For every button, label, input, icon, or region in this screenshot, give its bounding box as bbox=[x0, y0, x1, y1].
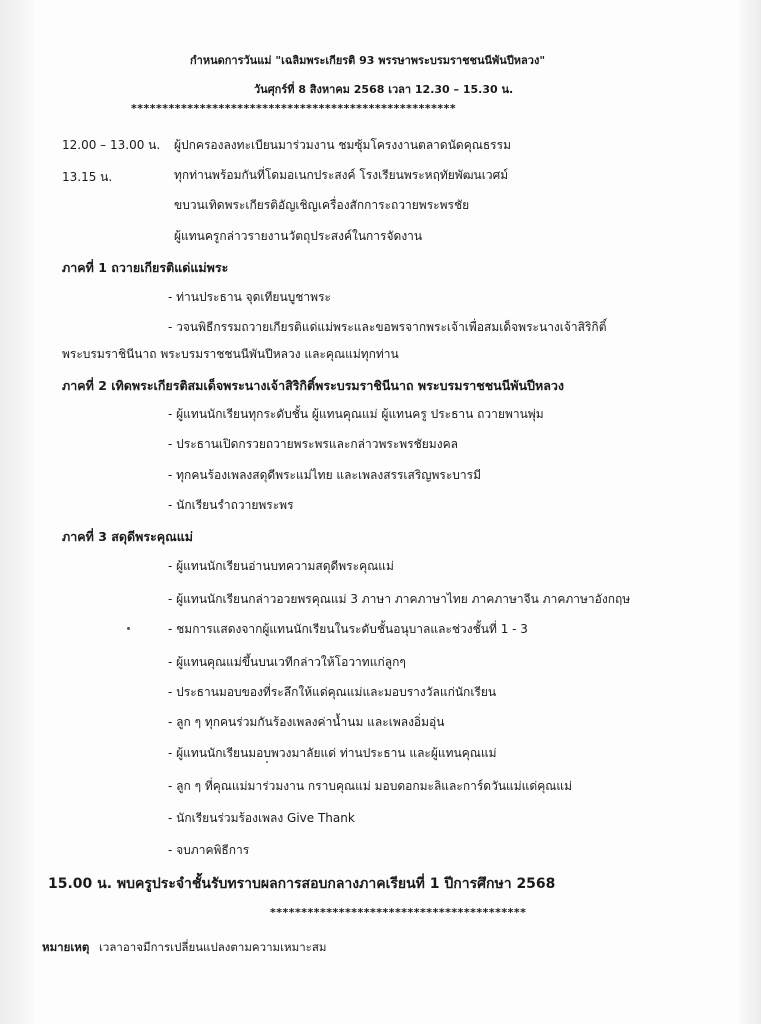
part3-item-5: - ประธานมอบของที่ระลึกให้แด่คุณแม่และมอบรางวัลแก่นักเรียน bbox=[168, 685, 497, 699]
part3-item-10: - จบภาคพิธีการ bbox=[168, 843, 250, 857]
scan-speck bbox=[127, 627, 130, 630]
note bbox=[42, 939, 326, 957]
part3-item-9: - นักเรียนร่วมร้องเพลง Give Thank bbox=[168, 811, 355, 825]
part3-item-4: - ผู้แทนคุณแม่ขึ้นบนเวทีกล่าวให้โอวาทแก่ลูกๆ bbox=[168, 655, 406, 669]
part1-item-1: - ท่านประธาน จุดเทียนบูชาพระ bbox=[168, 290, 331, 304]
part2-title: ภาคที่ 2 เทิดพระเกียรติสมเด็จพระนางเจ้าสิริกิติ์พระบรมราชินีนาถ พระบรมราชชนนีพันปีหลวง bbox=[62, 378, 565, 393]
document-date: วันศุกร์ที่ 8 สิงหาคม 2568 เวลา 12.30 – 15.30 น. bbox=[254, 83, 514, 96]
part3-item-3: - ชมการแสดงจากผู้แทนนักเรียนในระดับชั้นอนุบาลและช่วงชั้นที่ 1 - 3 bbox=[168, 622, 528, 636]
scan-edge-right bbox=[739, 0, 761, 1024]
part1-title: ภาคที่ 1 ถวายเกียรติแด่แม่พระ bbox=[62, 260, 229, 275]
schedule-text-2: ทุกท่านพร้อมกันที่โดมอเนกประสงค์ โรงเรียนพระหฤทัยพัฒนเวศม์ bbox=[174, 168, 509, 182]
closing-divider: ***************************************** bbox=[270, 906, 527, 919]
part1-item-2-continuation: พระบรมราชินีนาถ พระบรมราชชนนีพันปีหลวง และคุณแม่ทุกท่าน bbox=[62, 347, 399, 361]
schedule-time-2: 13.15 น. bbox=[62, 170, 113, 184]
scan-edge-left bbox=[0, 0, 34, 1024]
schedule-text-4: ผู้แทนครูกล่าวรายงานวัตถุประสงค์ในการจัดงาน bbox=[174, 229, 423, 243]
part2-item-2: - ประธานเปิดกรวยถวายพระพรและกล่าวพระพรชัยมงคล bbox=[168, 437, 458, 451]
part2-item-1: - ผู้แทนนักเรียนทุกระดับชั้น ผู้แทนคุณแม่ ผู้แทนครู ประธาน ถวายพานพุ่ม bbox=[168, 407, 544, 421]
header-divider: **************************************************** bbox=[131, 102, 457, 115]
part2-item-4: - นักเรียนรำถวายพระพร bbox=[168, 498, 294, 512]
schedule-text-1: ผู้ปกครองลงทะเบียนมาร่วมงาน ชมซุ้มโครงงานตลาดนัดคุณธรรม bbox=[174, 138, 511, 152]
closing-line: 15.00 น. พบครูประจำชั้นรับทราบผลการสอบกลางภาคเรียนที่ 1 ปีการศึกษา 2568 bbox=[48, 876, 556, 892]
document-title: กำหนดการวันแม่ "เฉลิมพระเกียรติ 93 พรรษาพระบรมราชชนนีพันปีหลวง" bbox=[190, 54, 546, 67]
part3-item-6: - ลูก ๆ ทุกคนร่วมกันร้องเพลงค่าน้ำนม และเพลงอิ่มอุ่น bbox=[168, 715, 445, 729]
part3-item-7: - ผู้แทนนักเรียนมอบพวงมาลัยแด่ ท่านประธาน และผู้แทนคุณแม่ bbox=[168, 746, 497, 760]
part1-item-2: - วจนพิธีกรรมถวายเกียรติแด่แม่พระและขอพรจากพระเจ้าเพื่อสมเด็จพระนางเจ้าสิริกิติ์ bbox=[168, 320, 607, 334]
part3-item-2: - ผู้แทนนักเรียนกล่าวอวยพรคุณแม่ 3 ภาษา ภาคภาษาไทย ภาคภาษาจีน ภาคภาษาอังกฤษ bbox=[168, 592, 631, 606]
part3-item-8: - ลูก ๆ ที่คุณแม่มาร่วมงาน กราบคุณแม่ มอบดอกมะลิและการ์ดวันแม่แด่คุณแม่ bbox=[168, 779, 572, 793]
schedule-text-3: ขบวนเทิดพระเกียรติอัญเชิญเครื่องสักการะถวายพระพรชัย bbox=[174, 198, 470, 212]
part3-item-1: - ผู้แทนนักเรียนอ่านบทความสดุดีพระคุณแม่ bbox=[168, 559, 394, 573]
note-label: หมายเหตุ bbox=[42, 940, 90, 954]
scan-speck bbox=[266, 761, 268, 763]
part3-title: ภาคที่ 3 สดุดีพระคุณแม่ bbox=[62, 529, 194, 544]
part2-item-3: - ทุกคนร้องเพลงสดุดีพระแม่ไทย และเพลงสรรเสริญพระบารมี bbox=[168, 468, 482, 482]
schedule-time-1: 12.00 – 13.00 น. bbox=[62, 138, 161, 152]
note-text: เวลาอาจมีการเปลี่ยนแปลงตามความเหมาะสม bbox=[99, 940, 327, 954]
